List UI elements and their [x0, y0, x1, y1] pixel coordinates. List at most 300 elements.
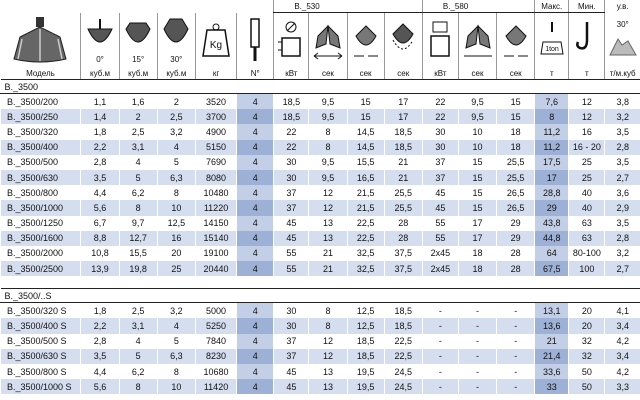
- table-cell: 8: [309, 318, 347, 333]
- model-cell: В._3500/2000: [1, 246, 81, 261]
- table-cell: 30: [422, 124, 458, 139]
- table-cell: 4: [157, 318, 195, 333]
- table-cell: 4900: [195, 124, 236, 139]
- table-cell: 9,5: [309, 94, 347, 110]
- table-cell: 8230: [195, 349, 236, 364]
- model-header: Модель: [1, 67, 81, 80]
- table-cell: 19,8: [119, 261, 157, 276]
- table-cell: 44,8: [535, 231, 569, 246]
- table-cell: 18: [497, 124, 535, 139]
- sec530c-unit: сек: [384, 67, 422, 80]
- close-580-icon: [497, 13, 535, 68]
- table-cell: 63: [569, 231, 605, 246]
- table-cell: 5250: [195, 318, 236, 333]
- table-cell: 13: [309, 364, 347, 379]
- table-cell: 55: [274, 246, 309, 261]
- table-cell: 50: [569, 379, 605, 394]
- table-cell: 28: [384, 216, 422, 231]
- table-cell: 40: [569, 185, 605, 200]
- table-cell: -: [422, 303, 458, 319]
- table-cell: 25: [569, 155, 605, 170]
- table-row: [1, 140, 640, 155]
- model-cell: В._3500/320 S: [1, 303, 81, 319]
- hook-icon-text: 1ton: [544, 46, 559, 53]
- table-cell: 4: [237, 231, 274, 246]
- table-cell: 4: [237, 155, 274, 170]
- table-cell: 12,5: [347, 318, 384, 333]
- table-cell: 2: [119, 109, 157, 124]
- table-cell: 64: [535, 246, 569, 261]
- table-cell: 3,1: [119, 318, 157, 333]
- table-cell: 4: [237, 379, 274, 394]
- max-load-icon: [535, 13, 569, 68]
- table-cell: 4: [237, 349, 274, 364]
- table-cell: 13: [309, 231, 347, 246]
- table-cell: 5: [157, 155, 195, 170]
- table-cell: 9,5: [458, 109, 496, 124]
- table-row: [1, 170, 640, 185]
- table-cell: 40: [569, 200, 605, 215]
- model-cell: В._3500/2500: [1, 261, 81, 276]
- section-title: В._3500/..S: [1, 289, 640, 303]
- table-row: [1, 155, 640, 170]
- table-cell: 37: [422, 170, 458, 185]
- table-cell: 12,7: [119, 231, 157, 246]
- table-row: [1, 318, 640, 333]
- table-cell: 15: [458, 185, 496, 200]
- table-cell: 3,4: [605, 318, 640, 333]
- table-cell: 2,8: [81, 334, 119, 349]
- table-cell: 4,2: [605, 334, 640, 349]
- table-row: [1, 379, 640, 394]
- kw530-unit: кВт: [274, 67, 309, 80]
- table-cell: 1,8: [81, 124, 119, 139]
- table-cell: 12: [309, 349, 347, 364]
- table-cell: 4: [237, 216, 274, 231]
- header-group-row: [1, 0, 640, 13]
- table-cell: 16: [569, 124, 605, 139]
- table-cell: 4: [237, 94, 274, 110]
- table-cell: 15: [347, 109, 384, 124]
- table-cell: 3,2: [157, 124, 195, 139]
- table-cell: 32: [569, 349, 605, 364]
- section-gap: [1, 276, 640, 289]
- table-cell: 2,8: [81, 155, 119, 170]
- table-cell: 1,8: [81, 303, 119, 319]
- table-cell: -: [422, 334, 458, 349]
- table-cell: 15,5: [347, 155, 384, 170]
- table-cell: 21: [384, 155, 422, 170]
- table-cell: 37: [274, 349, 309, 364]
- table-cell: 4: [237, 318, 274, 333]
- table-cell: 18: [497, 140, 535, 155]
- table-cell: 4: [237, 364, 274, 379]
- table-cell: 14150: [195, 216, 236, 231]
- table-cell: 21,5: [347, 200, 384, 215]
- table-cell: 14,5: [347, 124, 384, 139]
- table-cell: 12,5: [347, 303, 384, 319]
- table-cell: 3,5: [81, 170, 119, 185]
- table-cell: 9,5: [309, 109, 347, 124]
- table-cell: -: [458, 334, 496, 349]
- table-cell: 32,5: [347, 246, 384, 261]
- table-cell: 4: [237, 124, 274, 139]
- table-cell: 21: [309, 261, 347, 276]
- table-cell: 17: [384, 109, 422, 124]
- table-cell: 1,1: [81, 94, 119, 110]
- table-cell: 3,5: [605, 155, 640, 170]
- table-cell: 55: [422, 216, 458, 231]
- table-cell: 2,5: [157, 109, 195, 124]
- table-cell: -: [458, 379, 496, 394]
- table-cell: 26,5: [497, 185, 535, 200]
- density-icon: [605, 13, 640, 68]
- table-cell: 2x45: [422, 246, 458, 261]
- volume-0-icon: [81, 13, 119, 68]
- table-cell: 19,5: [347, 379, 384, 394]
- model-cell: В._3500/1000 S: [1, 379, 81, 394]
- table-cell: 2x45: [422, 261, 458, 276]
- table-cell: 15: [458, 155, 496, 170]
- table-cell: 11220: [195, 200, 236, 215]
- table-cell: 8: [119, 200, 157, 215]
- table-cell: 8080: [195, 170, 236, 185]
- table-cell: 2,9: [605, 200, 640, 215]
- n-unit: N°: [237, 67, 274, 80]
- table-cell: 21: [535, 334, 569, 349]
- header-icon-row: [1, 13, 640, 68]
- table-cell: 20: [569, 303, 605, 319]
- table-cell: 18: [458, 246, 496, 261]
- table-cell: 6,3: [157, 349, 195, 364]
- table-cell: 45: [422, 185, 458, 200]
- table-cell: 37,5: [384, 246, 422, 261]
- header-units-row: [1, 67, 640, 80]
- table-cell: -: [422, 318, 458, 333]
- table-cell: 13,9: [81, 261, 119, 276]
- max-label: Макс.: [535, 0, 569, 13]
- min-label: Мин.: [569, 0, 605, 13]
- table-row: [1, 216, 640, 231]
- model-cell: В._3500/500 S: [1, 334, 81, 349]
- table-row: [1, 200, 640, 215]
- table-row: [1, 124, 640, 139]
- table-cell: -: [497, 364, 535, 379]
- table-cell: 37,5: [384, 261, 422, 276]
- table-cell: 15: [458, 170, 496, 185]
- motor-580-icon: [422, 13, 458, 68]
- weight-unit: кг: [195, 67, 236, 80]
- table-cell: 8: [119, 379, 157, 394]
- table-cell: 16 - 20: [569, 140, 605, 155]
- table-cell: -: [458, 364, 496, 379]
- table-cell: 45: [274, 364, 309, 379]
- table-cell: 3,5: [605, 216, 640, 231]
- table-cell: 29: [497, 231, 535, 246]
- table-cell: 4: [237, 109, 274, 124]
- table-cell: 22: [422, 94, 458, 110]
- table-cell: 80-100: [569, 246, 605, 261]
- table-cell: 10: [458, 124, 496, 139]
- table-cell: -: [458, 303, 496, 319]
- table-cell: 4,2: [605, 364, 640, 379]
- sec530a-unit: сек: [309, 67, 347, 80]
- table-cell: -: [422, 349, 458, 364]
- table-cell: 45: [274, 379, 309, 394]
- table-cell: 18,5: [384, 303, 422, 319]
- table-cell: 22,5: [347, 231, 384, 246]
- table-cell: 6,2: [119, 185, 157, 200]
- table-cell: 4: [237, 261, 274, 276]
- table-cell: 9,5: [458, 94, 496, 110]
- table-cell: 8: [309, 140, 347, 155]
- table-cell: -: [422, 364, 458, 379]
- table-cell: 4: [237, 303, 274, 319]
- table-cell: 11,2: [535, 140, 569, 155]
- table-cell: 22,5: [347, 216, 384, 231]
- table-cell: 4: [237, 140, 274, 155]
- table-cell: 43,8: [535, 216, 569, 231]
- table-cell: 8,8: [81, 231, 119, 246]
- table-cell: 21,4: [535, 349, 569, 364]
- table-cell: 25,5: [384, 185, 422, 200]
- table-cell: 29: [535, 200, 569, 215]
- table-cell: 8: [309, 303, 347, 319]
- table-cell: 7690: [195, 155, 236, 170]
- table-cell: 14,5: [347, 140, 384, 155]
- table-cell: 2,8: [605, 231, 640, 246]
- table-cell: 12: [309, 334, 347, 349]
- table-row: [1, 303, 640, 319]
- table-cell: 10480: [195, 185, 236, 200]
- table-cell: 10: [157, 379, 195, 394]
- table-cell: 5: [119, 170, 157, 185]
- table-cell: 30: [274, 303, 309, 319]
- table-cell: 7840: [195, 334, 236, 349]
- table-row: [1, 246, 640, 261]
- table-cell: 4: [237, 170, 274, 185]
- table-cell: 8: [157, 185, 195, 200]
- table-cell: 13,6: [535, 318, 569, 333]
- cylinder-icon: [237, 13, 274, 68]
- table-cell: 4: [237, 200, 274, 215]
- table-cell: 12: [309, 185, 347, 200]
- table-cell: 22: [274, 124, 309, 139]
- min-unit: т: [569, 67, 605, 80]
- table-cell: 2,5: [119, 303, 157, 319]
- table-cell: 21: [309, 246, 347, 261]
- model-cell: В._3500/400 S: [1, 318, 81, 333]
- table-cell: 15: [347, 94, 384, 110]
- table-cell: 22: [422, 109, 458, 124]
- table-cell: 32,5: [347, 261, 384, 276]
- table-cell: 25,5: [384, 200, 422, 215]
- table-row: [1, 334, 640, 349]
- sec580a-unit: сек: [458, 67, 496, 80]
- table-cell: 33: [535, 379, 569, 394]
- table-row: [1, 231, 640, 246]
- table-cell: -: [458, 349, 496, 364]
- density-angle-text: 30°: [616, 20, 629, 30]
- weight-icon-text: Kg: [209, 39, 223, 51]
- table-cell: 37: [274, 200, 309, 215]
- density-label: у.в.: [605, 0, 640, 13]
- table-cell: 21: [384, 170, 422, 185]
- weight-icon: [195, 13, 236, 68]
- table-cell: 4: [119, 334, 157, 349]
- group-530-label: В._530: [274, 0, 423, 13]
- table-cell: 50: [569, 364, 605, 379]
- table-cell: 1,6: [119, 94, 157, 110]
- table-cell: -: [422, 379, 458, 394]
- table-row: [1, 185, 640, 200]
- table-cell: 18,5: [274, 94, 309, 110]
- model-cell: В._3500/630 S: [1, 349, 81, 364]
- table-cell: 25: [157, 261, 195, 276]
- table-cell: 3,8: [605, 94, 640, 110]
- table-cell: 67,5: [535, 261, 569, 276]
- table-cell: 24,5: [384, 379, 422, 394]
- table-cell: 30: [422, 140, 458, 155]
- model-cell: В._3500/1250: [1, 216, 81, 231]
- vol15-unit: куб.м: [119, 67, 157, 80]
- table-cell: 37: [274, 334, 309, 349]
- table-cell: 9,5: [309, 170, 347, 185]
- table-cell: 22: [274, 140, 309, 155]
- table-cell: 18,5: [384, 318, 422, 333]
- table-row: [1, 261, 640, 276]
- max-unit: т: [535, 67, 569, 80]
- table-cell: 19100: [195, 246, 236, 261]
- volume-15-icon: [119, 13, 157, 68]
- table-cell: 2,5: [119, 124, 157, 139]
- volume-30-icon: [157, 13, 195, 68]
- table-cell: -: [497, 303, 535, 319]
- table-cell: 45: [274, 216, 309, 231]
- table-cell: 4,4: [81, 364, 119, 379]
- table-cell: 10: [157, 200, 195, 215]
- motor-530-icon: [274, 13, 309, 68]
- table-cell: 13: [309, 216, 347, 231]
- table-cell: 6,3: [157, 170, 195, 185]
- table-cell: 3700: [195, 109, 236, 124]
- table-cell: 21,5: [347, 185, 384, 200]
- table-cell: 4: [237, 334, 274, 349]
- table-cell: 5,6: [81, 200, 119, 215]
- section-title: В._3500: [1, 80, 640, 94]
- table-cell: 29: [497, 216, 535, 231]
- table-cell: 15140: [195, 231, 236, 246]
- table-cell: 2,2: [81, 318, 119, 333]
- table-cell: 45: [274, 231, 309, 246]
- table-cell: 37: [422, 155, 458, 170]
- table-cell: 12: [309, 200, 347, 215]
- model-cell: В._3500/800 S: [1, 364, 81, 379]
- sec530b-unit: сек: [347, 67, 384, 80]
- table-cell: 22,5: [384, 349, 422, 364]
- table-cell: 10: [458, 140, 496, 155]
- table-cell: 16,5: [347, 170, 384, 185]
- table-cell: 4: [237, 185, 274, 200]
- table-cell: 100: [569, 261, 605, 276]
- table-cell: 33,6: [535, 364, 569, 379]
- table-cell: 2,8: [605, 140, 640, 155]
- model-cell: В._3500/1000: [1, 200, 81, 215]
- table-cell: 3,5: [81, 349, 119, 364]
- table-cell: 12,5: [157, 216, 195, 231]
- sec580b-unit: сек: [497, 67, 535, 80]
- table-cell: 20440: [195, 261, 236, 276]
- table-cell: 16: [157, 231, 195, 246]
- density-unit: т/м.куб: [605, 67, 640, 80]
- section-title-row: [1, 80, 640, 94]
- close-530-icon: [347, 13, 384, 68]
- table-cell: -: [497, 379, 535, 394]
- table-cell: 17: [458, 216, 496, 231]
- table-cell: 8: [535, 109, 569, 124]
- table-cell: 17: [458, 231, 496, 246]
- table-row: [1, 109, 640, 124]
- table-cell: 10680: [195, 364, 236, 379]
- table-cell: 3520: [195, 94, 236, 110]
- angle-15-text: 15°: [132, 55, 145, 65]
- table-cell: 28: [384, 231, 422, 246]
- table-cell: 55: [422, 231, 458, 246]
- table-cell: 18,5: [274, 109, 309, 124]
- table-cell: 2,2: [81, 140, 119, 155]
- table-cell: 3,4: [605, 349, 640, 364]
- table-cell: -: [497, 334, 535, 349]
- table-cell: 18,5: [347, 334, 384, 349]
- table-cell: 17: [384, 94, 422, 110]
- open-530-icon: [309, 13, 347, 68]
- table-row: [1, 349, 640, 364]
- table-cell: 4: [119, 155, 157, 170]
- table-cell: 15: [497, 94, 535, 110]
- table-cell: 25,5: [497, 170, 535, 185]
- table-cell: 3,2: [605, 109, 640, 124]
- table-cell: 10,8: [81, 246, 119, 261]
- table-cell: 3,2: [605, 246, 640, 261]
- table-cell: 28,8: [535, 185, 569, 200]
- model-cell: В._3500/500: [1, 155, 81, 170]
- table-cell: 5,6: [81, 379, 119, 394]
- model-cell: В._3500/250: [1, 109, 81, 124]
- table-cell: 5000: [195, 303, 236, 319]
- table-cell: 6,2: [119, 364, 157, 379]
- table-cell: 3,5: [605, 124, 640, 139]
- table-cell: -: [458, 318, 496, 333]
- table-cell: 6,7: [81, 216, 119, 231]
- table-cell: 3,1: [119, 140, 157, 155]
- table-cell: 15: [458, 200, 496, 215]
- table-cell: 32: [569, 334, 605, 349]
- table-cell: 28: [497, 261, 535, 276]
- table-cell: 13: [309, 379, 347, 394]
- model-cell: В._3500/400: [1, 140, 81, 155]
- table-cell: 4: [237, 246, 274, 261]
- angle-30-text: 30°: [170, 55, 183, 65]
- table-cell: 18,5: [384, 124, 422, 139]
- table-cell: 3,6: [605, 185, 640, 200]
- table-cell: 4,4: [81, 185, 119, 200]
- vol30-unit: куб.м: [157, 67, 195, 80]
- table-cell: 18,5: [347, 349, 384, 364]
- table-cell: 5150: [195, 140, 236, 155]
- table-cell: 2,7: [605, 261, 640, 276]
- table-cell: 45: [422, 200, 458, 215]
- table-cell: 3,2: [157, 303, 195, 319]
